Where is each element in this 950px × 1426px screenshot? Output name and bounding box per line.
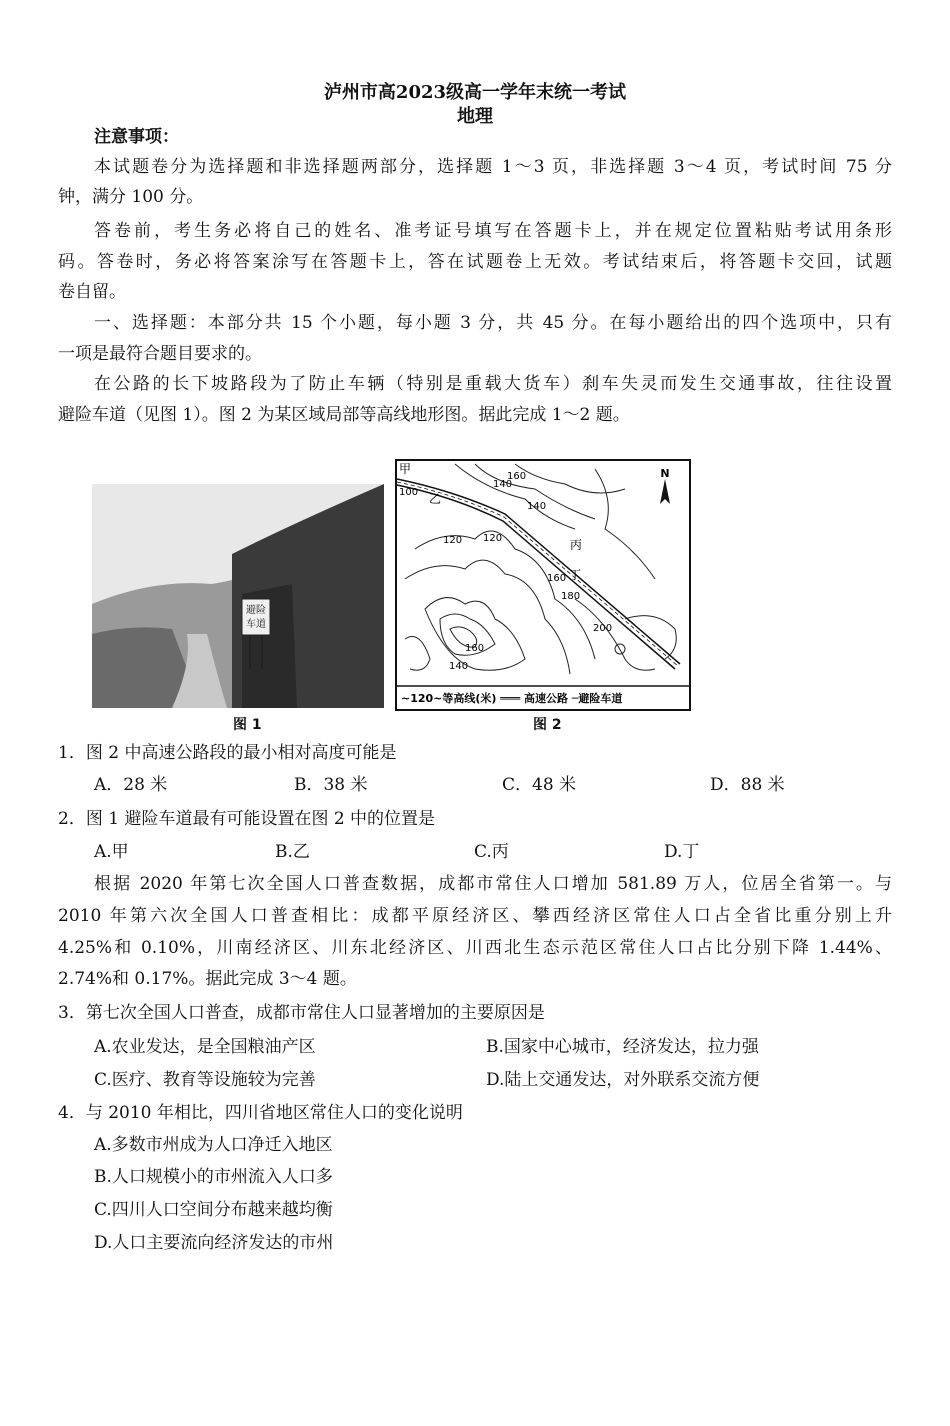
contour-label-140a: 140 <box>493 479 513 490</box>
q2-stem: 2．图 1 避险车道最有可能设置在图 2 中的位置是 <box>58 809 436 829</box>
material2-line4: 2.74%和 0.17%。据此完成 3～4 题。 <box>58 969 357 989</box>
notice-p2-line3: 卷自留。 <box>58 282 126 302</box>
map-legend: ~120~等高线(米) ═══ 高速公路 ─避险车道 <box>401 692 623 705</box>
contour-label-120a: 120 <box>443 535 463 546</box>
section1-line2: 一项是最符合题目要求的。 <box>58 344 262 364</box>
figure2-contour-map <box>395 459 691 711</box>
contour-label-160c: 160 <box>465 643 485 654</box>
place-ding: 丁 <box>569 568 582 582</box>
q4-stem: 4．与 2010 年相比，四川省地区常住人口的变化说明 <box>58 1103 463 1123</box>
contour-label-200: 200 <box>593 623 613 634</box>
q2-option-c: C.丙 <box>474 842 509 862</box>
figure1-photo <box>92 484 384 708</box>
q1-option-b: B．38 米 <box>294 775 368 795</box>
q2-option-a: A.甲 <box>94 842 129 862</box>
q2-option-b: B.乙 <box>275 842 310 862</box>
q4-option-d: D.人口主要流向经济发达的市州 <box>94 1233 334 1253</box>
exam-subject: 地理 <box>457 106 493 127</box>
q3-stem: 3．第七次全国人口普查，成都市常住人口显著增加的主要原因是 <box>58 1003 545 1023</box>
q3-option-b: B.国家中心城市，经济发达，拉力强 <box>486 1037 759 1057</box>
contour-label-160b: 160 <box>547 573 567 584</box>
q3-option-c: C.医疗、教育等设施较为完善 <box>94 1070 316 1090</box>
notice-p1-line1: 本试题卷分为选择题和非选择题两部分，选择题 1～3 页，非选择题 3～4 页，考试时间 75 分 <box>94 157 892 177</box>
notice-p1-line2: 钟，满分 100 分。 <box>58 187 204 207</box>
material2-line3: 4.25%和 0.10%，川南经济区、川东北经济区、川西北生态示范区常住人口占比分别下降 1.44%、 <box>58 938 892 958</box>
contour-label-180: 180 <box>561 591 581 602</box>
q1-option-d: D．88 米 <box>710 775 785 795</box>
q1-stem: 1．图 2 中高速公路段的最小相对高度可能是 <box>58 743 397 763</box>
place-bing: 丙 <box>570 538 583 552</box>
north-label: N <box>660 467 670 480</box>
material1-line2: 避险车道（见图 1）。图 2 为某区域局部等高线地形图。据此完成 1～2 题。 <box>58 405 630 425</box>
q3-option-d: D.陆上交通发达，对外联系交流方便 <box>486 1070 760 1090</box>
place-yi: 乙 <box>429 492 442 506</box>
contour-label-140b: 140 <box>527 501 547 512</box>
escape-lane-sign-line2: 车道 <box>246 619 266 630</box>
material2-line1: 根据 2020 年第七次全国人口普查数据，成都市常住人口增加 581.89 万人，位居全省第一。与 <box>94 874 892 894</box>
notice-p2-line2: 码。答卷时，务必将答案涂写在答题卡上，答在试题卷上无效。考试结束后，将答题卡交回，试题 <box>58 252 892 272</box>
escape-lane-sign-line1: 避险 <box>246 605 266 616</box>
q4-option-c: C.四川人口空间分布越来越均衡 <box>94 1200 333 1220</box>
notice-p2-line1: 答卷前，考生务必将自己的姓名、准考证号填写在答题卡上，并在规定位置粘贴考试用条形 <box>94 221 892 241</box>
exam-title: 泸州市高2023级高一学年末统一考试 <box>323 82 627 103</box>
q1-option-a: A．28 米 <box>94 775 168 795</box>
notice-heading: 注意事项： <box>94 127 179 147</box>
q4-option-b: B.人口规模小的市州流入人口多 <box>94 1167 333 1187</box>
q2-option-d: D.丁 <box>664 842 700 862</box>
material2-line2: 2010 年第六次全国人口普查相比：成都平原经济区、攀西经济区常住人口占全省比重分别上升 <box>58 906 892 926</box>
figure2-caption: 图 2 <box>533 717 562 733</box>
section1-line1: 一、选择题：本部分共 15 个小题，每小题 3 分，共 45 分。在每小题给出的四个选项中，只有 <box>94 313 892 333</box>
figure1-caption: 图 1 <box>233 717 262 733</box>
contour-label-100: 100 <box>399 487 419 498</box>
q4-option-a: A.多数市州成为人口净迁入地区 <box>94 1135 333 1155</box>
q3-option-a: A.农业发达，是全国粮油产区 <box>94 1037 316 1057</box>
contour-label-140c: 140 <box>449 661 469 672</box>
material1-line1: 在公路的长下坡路段为了防止车辆（特别是重载大货车）刹车失灵而发生交通事故，往往设置 <box>94 374 892 394</box>
place-jia: 甲 <box>399 462 412 476</box>
contour-label-120b: 120 <box>483 533 503 544</box>
q1-option-c: C．48 米 <box>502 775 577 795</box>
contour-label-160a: 160 <box>507 471 527 482</box>
